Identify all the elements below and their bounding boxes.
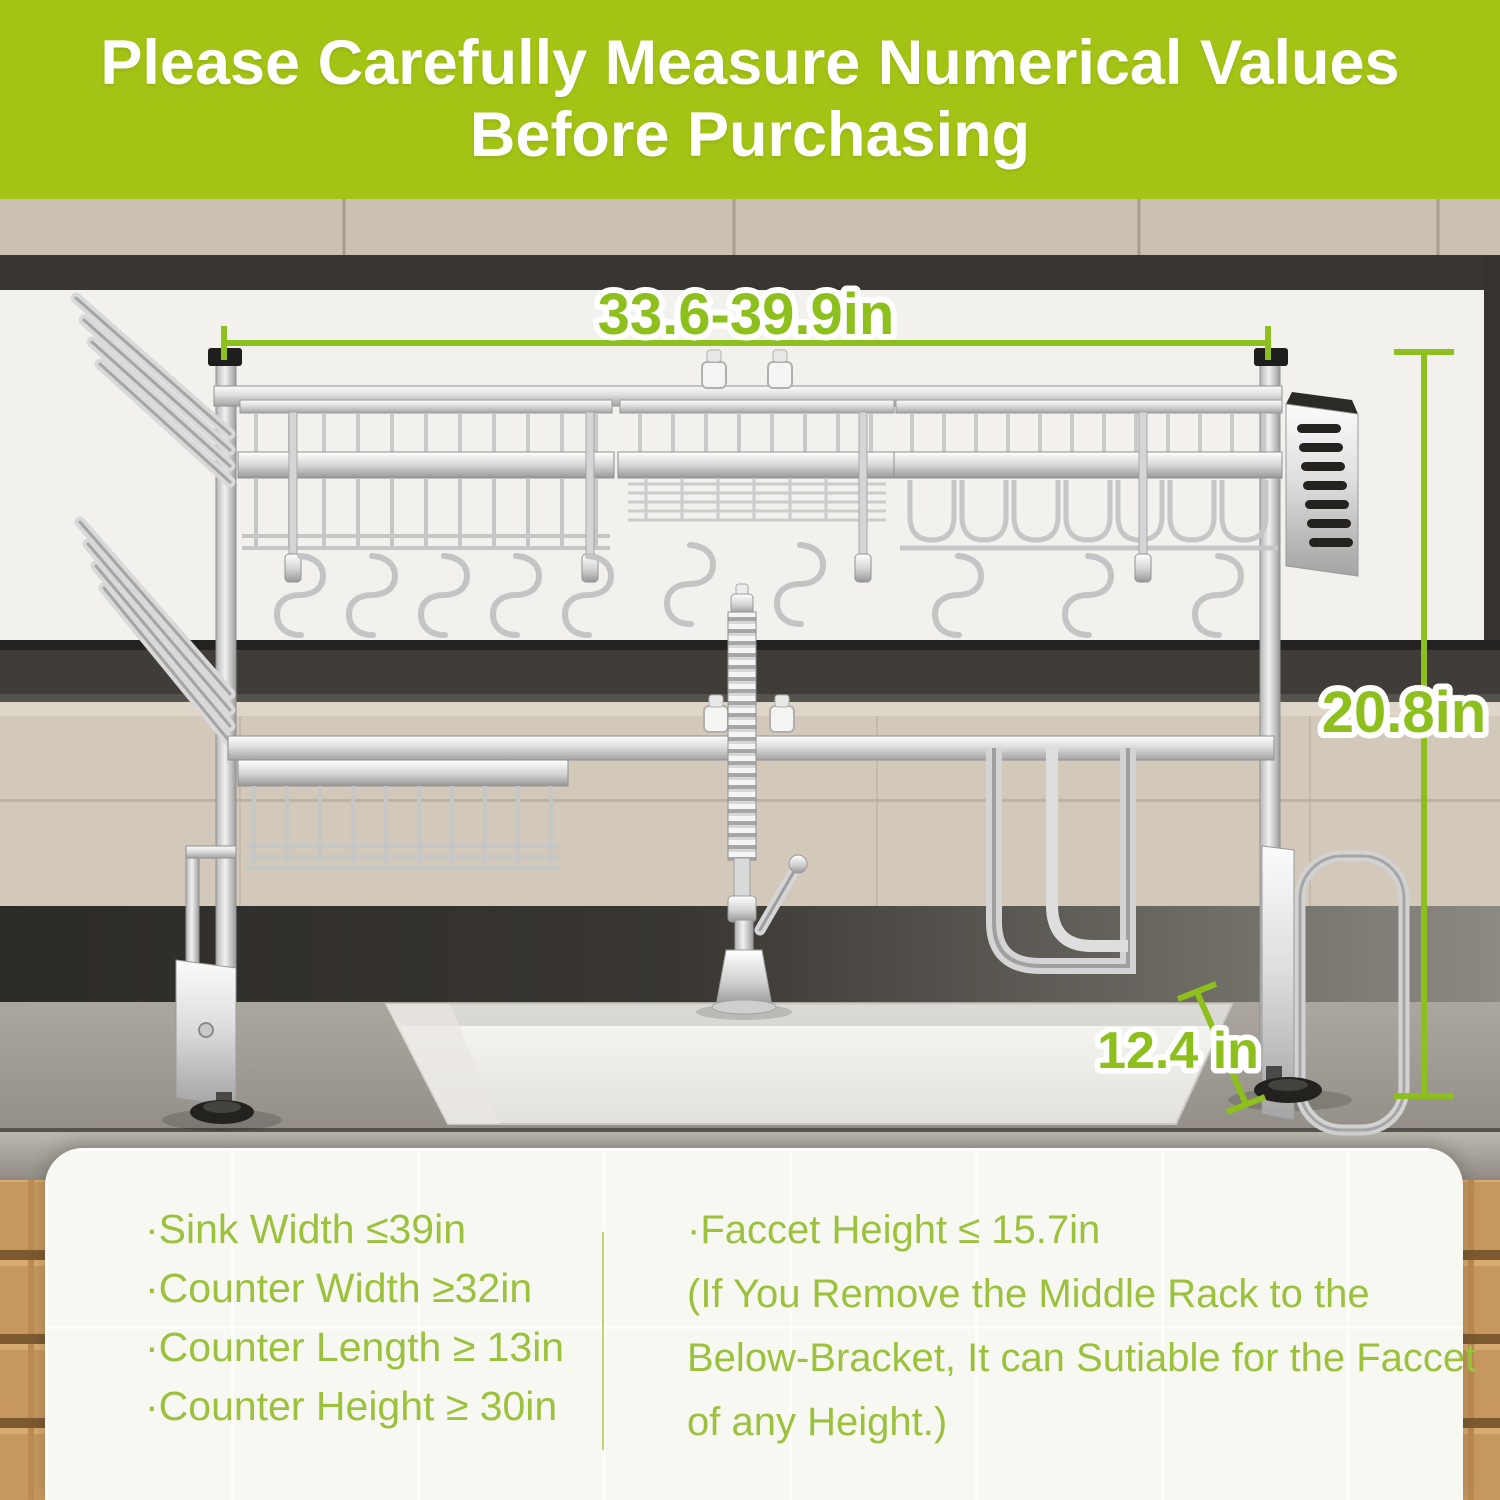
spec-note-line-1: (If You Remove the Middle Rack to the xyxy=(687,1272,1370,1316)
banner-title-line-2: Before Purchasing xyxy=(469,99,1031,170)
spec-note-line-2: Below-Bracket, It can Sutiable for the Faccet xyxy=(687,1336,1477,1380)
specs-right-column xyxy=(687,1198,1476,1454)
banner-title-line-1: Please Carefully Measure Numerical Values xyxy=(100,27,1400,98)
spec-sink-width: ·Sink Width ≤39in xyxy=(145,1206,467,1252)
faucet-base xyxy=(716,950,772,1006)
window-frame-right xyxy=(1484,255,1500,702)
depth-dimension-label: 12.4 in xyxy=(1097,1022,1259,1080)
header-banner xyxy=(0,0,1500,199)
width-dimension-label: 33.6-39.9in xyxy=(597,282,895,347)
specs-left-column xyxy=(145,1200,564,1436)
spec-counter-length: ·Counter Length ≥ 13in xyxy=(145,1324,565,1370)
spec-note-line-3: of any Height.) xyxy=(687,1400,948,1444)
spec-counter-width: ·Counter Width ≥32in xyxy=(145,1265,533,1311)
faucet-coil xyxy=(728,612,756,860)
spec-faucet-height: ·Faccet Height ≤ 15.7in xyxy=(687,1208,1101,1252)
height-dimension-label: 20.8in xyxy=(1321,680,1487,745)
spec-counter-height: ·Counter Height ≥ 30in xyxy=(145,1383,558,1429)
specs-divider xyxy=(602,1232,604,1450)
specs-card xyxy=(45,1148,1477,1500)
knife-block xyxy=(1286,392,1358,576)
